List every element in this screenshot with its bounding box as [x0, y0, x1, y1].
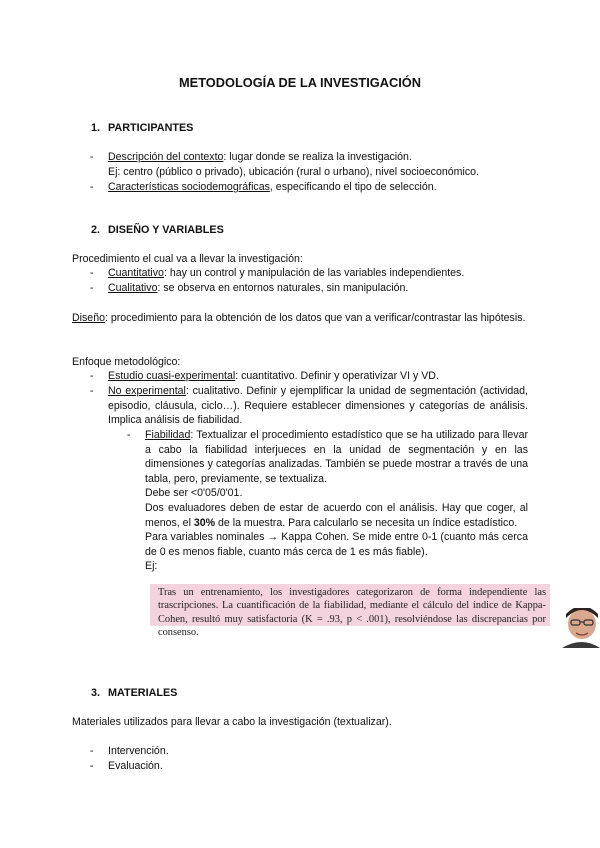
section-heading-materiales [91, 686, 177, 701]
text-ej: Ej: [145, 560, 158, 573]
text-evaluadores [145, 502, 528, 529]
text-evaluadores-post: de la muestra. Para calcularlo se necesita un índice estadístico. [215, 516, 518, 529]
paragraph-diseno [72, 311, 528, 326]
person-photo-graphic [556, 608, 600, 648]
section-title: DISEÑO Y VARIABLES [108, 224, 224, 236]
text-contexto-ejemplo: Ej: centro (público o privado), ubicación (rural o urbano), nivel socioeconómico. [108, 165, 479, 178]
list-item-cualitativo [90, 281, 528, 296]
list-item-caracteristicas [90, 180, 528, 195]
quoted-example: Tras un entrenamiento, los investigadores categorizaron de forma independiente las trascripciones. La cuantificación de la fiabilidad, mediante el cálculo del índice de Kappa-Cohen, resultó muy satisfactoria (K = .93, p < .001), resolviéndose las discrepancias por consenso. [150, 584, 550, 626]
bullet-dash: - [127, 429, 131, 441]
text-kappa: Para variables nominales → Kappa Cohen. Se mide entre 0-1 (cuanto más cerca de 0 es menos fiable, cuanto más cerca de 1 es más fiable). [145, 531, 528, 558]
section-number: 1. [91, 122, 101, 134]
bullet-dash: - [90, 745, 94, 757]
paragraph-materiales: Materiales utilizados para llevar a cabo la investigación (textualizar). [72, 716, 392, 728]
term-cuantitativo: Cuantitativo [108, 267, 164, 279]
list-item-cuasi-experimental [90, 369, 528, 384]
text-debe-ser: Debe ser <0'05/0'01. [145, 487, 243, 500]
paragraph-enfoque: Enfoque metodológico: [72, 356, 181, 368]
bullet-dash: - [90, 267, 94, 279]
list-item-evaluacion [90, 759, 528, 774]
paragraph-procedimiento: Procedimiento el cual va a llevar la investigación: [72, 253, 303, 265]
term-cualitativo: Cualitativo [108, 282, 158, 294]
person-photo [556, 608, 600, 648]
text-no-experimental: : cualitativo. Definir y ejemplificar la unidad de segmentación (actividad, episodio, cláusula, ciclo…). Requiere establecer dimensiones y categorías de análisis. Implica análisis de fiabilidad. [108, 385, 528, 427]
term-cuasi-experimental: Estudio cuasi-experimental [108, 370, 236, 382]
text-diseno: : procedimiento para la obtención de los datos que van a verificar/contrastar las hipótesis. [104, 312, 526, 324]
list-item-cuantitativo [90, 266, 528, 281]
list-item-no-experimental [90, 384, 528, 428]
text-cuasi-experimental: : cuantitativo. Definir y operativizar VI y VD. [235, 370, 439, 382]
bullet-dash: - [90, 385, 94, 397]
bullet-dash: - [90, 282, 94, 294]
bullet-dash: - [90, 181, 94, 193]
text-cuantitativo: : hay un control y manipulación de las variables independientes. [163, 267, 465, 279]
bullet-dash: - [90, 151, 94, 163]
term-no-experimental: No experimental [108, 385, 186, 397]
text-descripcion-contexto: : lugar donde se realiza la investigación. [223, 151, 412, 163]
list-item-intervencion [90, 744, 528, 759]
text-caracteristicas: , especificando el tipo de selección. [269, 181, 437, 193]
text-evaluacion: Evaluación. [108, 760, 163, 772]
text-cualitativo: : se observa en entornos naturales, sin manipulación. [157, 282, 409, 294]
section-heading-diseno [91, 223, 224, 238]
list-item-descripcion-contexto [90, 150, 528, 179]
bullet-dash: - [90, 760, 94, 772]
section-number: 2. [91, 224, 101, 236]
page-title: METODOLOGÍA DE LA INVESTIGACIÓN [179, 75, 421, 90]
section-title: MATERIALES [108, 687, 178, 699]
text-evaluadores-pct: 30% [193, 516, 216, 529]
text-intervencion: Intervención. [108, 745, 169, 757]
term-descripcion-contexto: Descripción del contexto [108, 151, 224, 163]
term-caracteristicas: Características sociodemográficas [108, 181, 270, 193]
term-diseno: Diseño [72, 312, 105, 324]
section-heading-participantes [91, 121, 193, 136]
sub-item-fiabilidad [127, 428, 528, 574]
section-title: PARTICIPANTES [108, 122, 194, 134]
text-fiabilidad: : Textualizar el procedimiento estadístico que se ha utilizado para llevar a cabo la fiabilidad interjueces en la unidad de segmentación y en las dimensiones y categorías analizadas. También se puede mostrar a través de una tabla, pero, previamente, se textualiza. [145, 429, 528, 485]
term-fiabilidad: Fiabilidad [145, 429, 191, 441]
text-evaluadores-pre: Dos evaluadores deben de estar de acuerdo con el análisis. Hay que coger, al menos, el [145, 501, 528, 529]
bullet-dash: - [90, 370, 94, 382]
section-number: 3. [91, 687, 101, 699]
